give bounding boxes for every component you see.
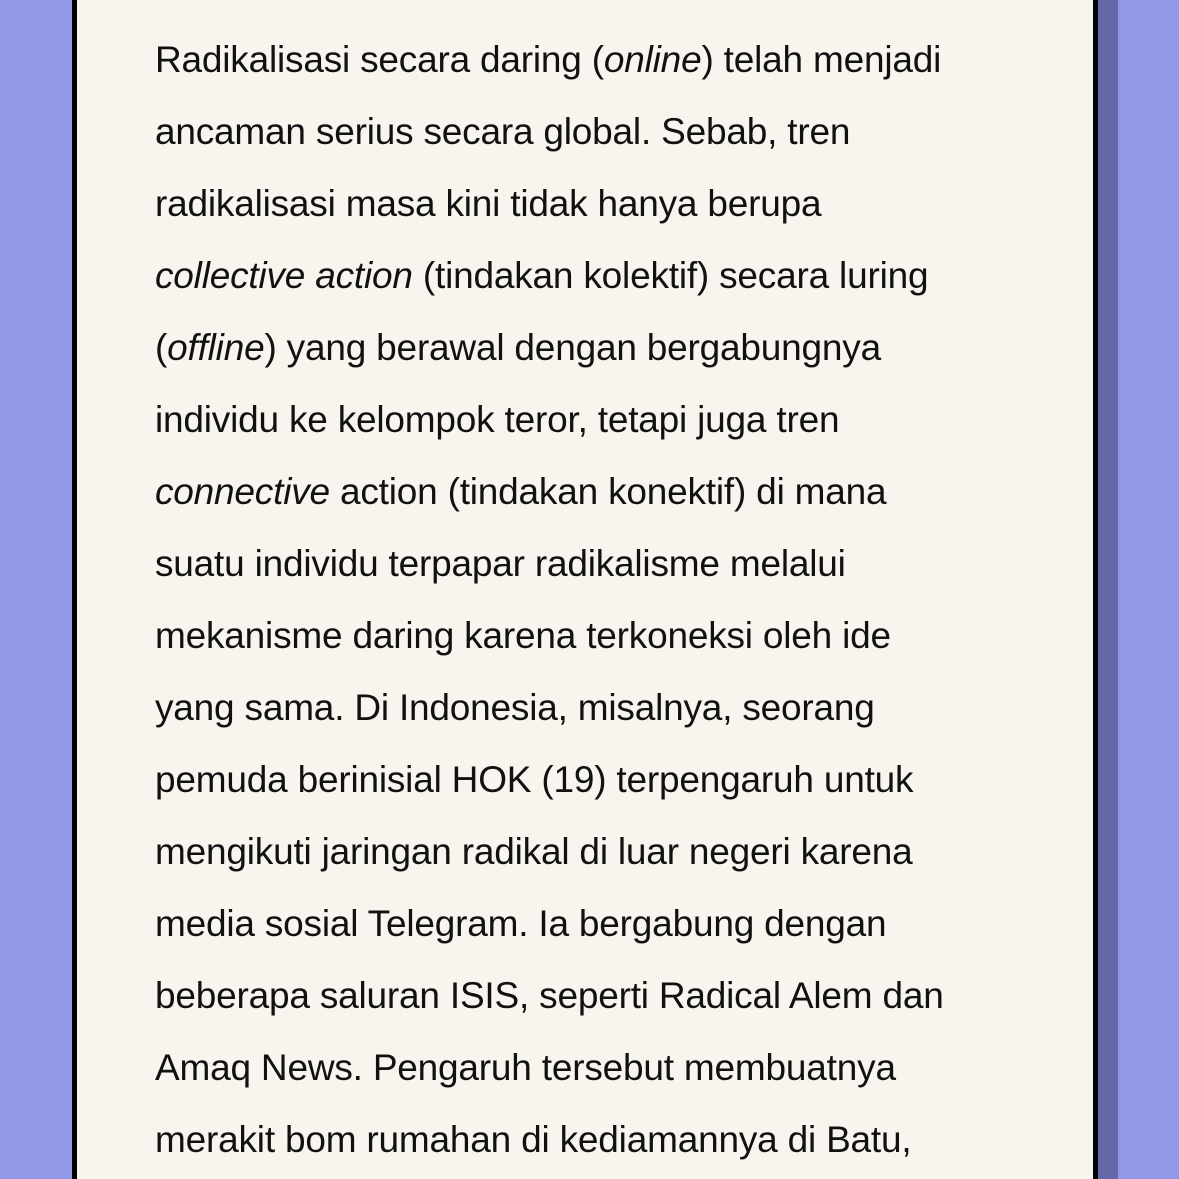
text-segment: merakit bom rumahan di kediamannya di Batu, — [155, 1119, 912, 1160]
text-segment: suatu individu terpapar radikalisme melalui — [155, 543, 846, 584]
text-segment: individu ke kelompok teror, tetapi juga tren — [155, 399, 840, 440]
article-line — [155, 744, 1035, 816]
article-line — [155, 24, 1035, 96]
article-line — [155, 1032, 1035, 1104]
article-line — [155, 960, 1035, 1032]
article-line — [155, 528, 1035, 600]
text-segment: pemuda berinisial HOK (19) terpengaruh untuk — [155, 759, 914, 800]
article-line — [155, 600, 1035, 672]
article-line — [155, 384, 1035, 456]
article-card — [72, 0, 1098, 1179]
italic-term: offline — [167, 327, 265, 368]
text-segment: radikalisasi masa kini tidak hanya berupa — [155, 183, 822, 224]
italic-term: collective action — [155, 255, 413, 296]
italic-term: connective — [155, 471, 330, 512]
article-line — [155, 312, 1035, 384]
text-segment: mengikuti jaringan radikal di luar negeri karena — [155, 831, 913, 872]
article-line — [155, 816, 1035, 888]
text-segment: ) telah menjadi — [701, 39, 942, 80]
article-line — [155, 1104, 1035, 1176]
text-segment: Amaq News. Pengaruh tersebut membuatnya — [155, 1047, 896, 1088]
article-line — [155, 240, 1035, 312]
text-segment: (tindakan kolektif) secara luring — [412, 255, 929, 296]
article-body — [155, 24, 1035, 1176]
article-line — [155, 888, 1035, 960]
italic-term: online — [603, 39, 702, 80]
text-segment: beberapa saluran ISIS, seperti Radical Alem dan — [155, 975, 944, 1016]
text-segment: ) yang berawal dengan bergabungnya — [264, 327, 881, 368]
article-line — [155, 96, 1035, 168]
article-line — [155, 168, 1035, 240]
article-line — [155, 672, 1035, 744]
text-segment: yang sama. Di Indonesia, misalnya, seorang — [155, 687, 875, 728]
text-segment: Radikalisasi secara daring ( — [155, 39, 604, 80]
text-segment: ( — [155, 327, 168, 368]
text-segment: mekanisme daring karena terkoneksi oleh ide — [155, 615, 891, 656]
text-segment: action (tindakan konektif) di mana — [329, 471, 887, 512]
text-segment: media sosial Telegram. Ia bergabung dengan — [155, 903, 887, 944]
text-segment: ancaman serius secara global. Sebab, tren — [155, 111, 851, 152]
article-line — [155, 456, 1035, 528]
